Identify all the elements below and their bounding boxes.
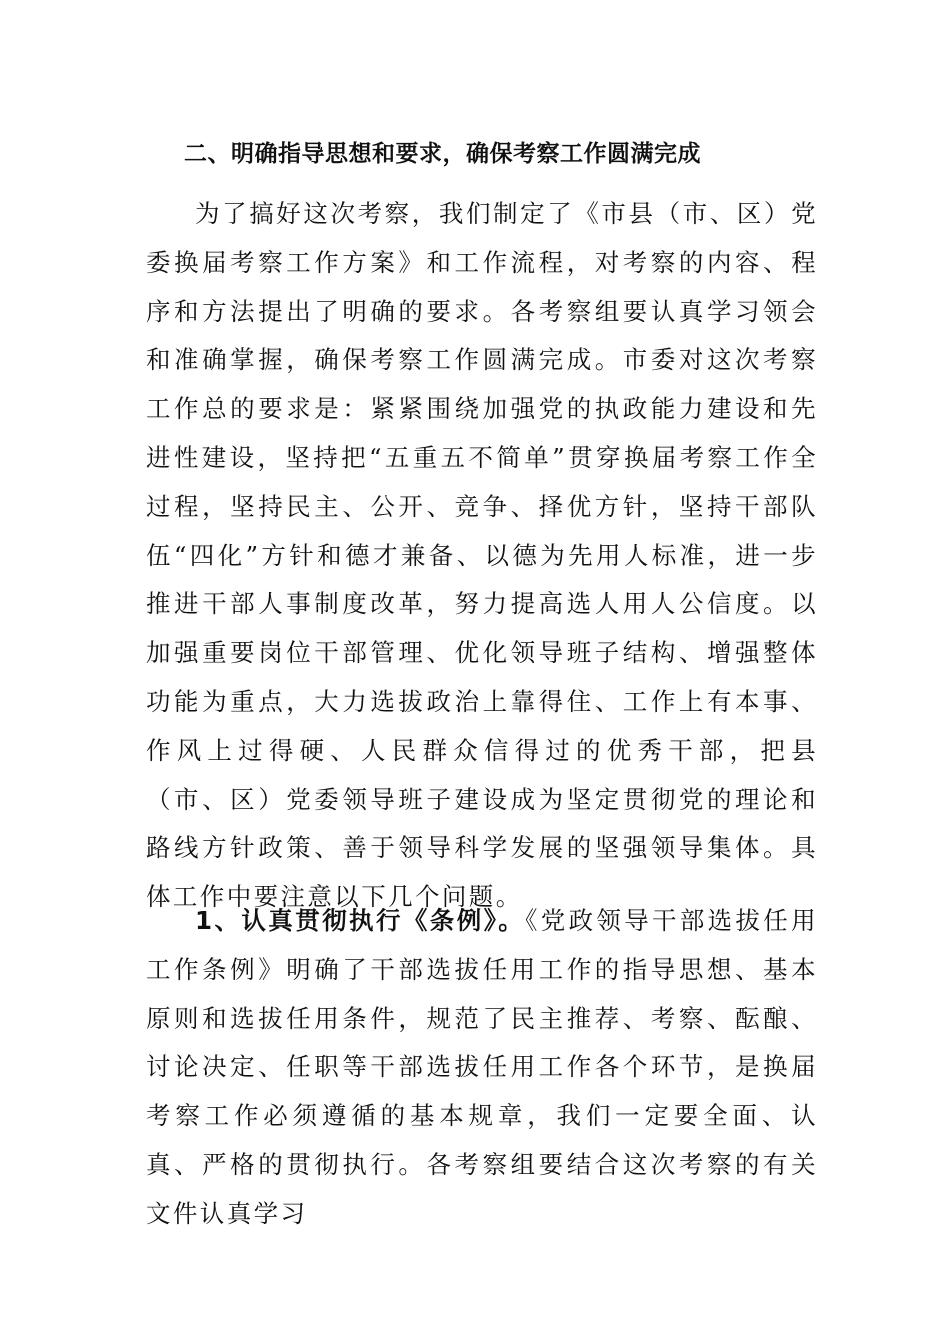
section-heading: 二、明确指导思想和要求，确保考察工作圆满完成	[184, 141, 701, 167]
numbered-item-title: 1、认真贯彻执行《条例》。	[195, 906, 526, 935]
body-paragraph-numbered	[146, 897, 818, 1239]
body-paragraph: 为了搞好这次考察，我们制定了《市县（市、区）党委换届考察工作方案》和工作流程，对考察的内容、程序和方法提出了明确的要求。各考察组要认真学习领会和准确掌握，确保考察工作圆满完成。市委对这次考察工作总的要求是：紧紧围绕加强党的执政能力建设和先进性建设，坚持把“五重五不简单”贯穿换届考察工作全过程，坚持民主、公开、竞争、择优方针，坚持干部队伍“四化”方针和德才兼备、以德为先用人标准，进一步推进干部人事制度改革，努力提高选人用人公信度。以加强重要岗位干部管理、优化领导班子结构、增强整体功能为重点，大力选拔政治上靠得住、工作上有本事、作风上过得硬、人民群众信得过的优秀干部，把县（市、区）党委领导班子建设成为坚定贯彻党的理论和路线方针政策、善于领导科学发展的坚强领导集体。具体工作中要注意以下几个问题。	[146, 199, 818, 912]
numbered-item-text: 《党政领导干部选拔任用工作条例》明确了干部选拔任用工作的指导思想、基本原则和选拔任用条件，规范了民主推荐、考察、酝酿、讨论决定、任职等干部选拔任用工作各个环节，是换届考察工作必须遵循的基本规章，我们一定要全面、认真、严格的贯彻执行。各考察组要结合这次考察的有关文件认真学习	[146, 906, 819, 1228]
